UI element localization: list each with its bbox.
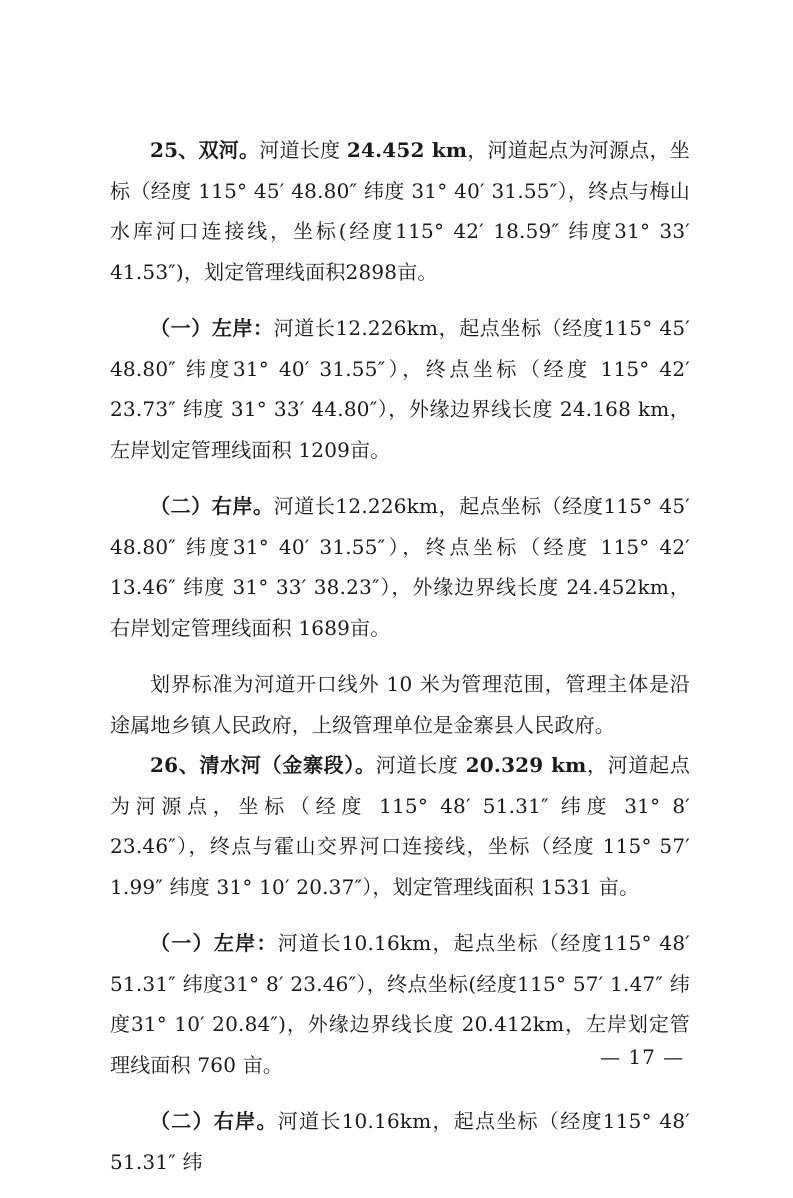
paragraph-heading: （二）右岸。 [150, 494, 274, 518]
paragraph-text: 划界标准为河道开口线外 10 米为管理范围，管理主体是沿途属地乡镇人民政府，上级管理单位是金寨县人民政府。 [110, 672, 690, 737]
page-number: — 17 — [600, 1045, 685, 1069]
paragraph-heading: 26、清水河（金寨段）。 [150, 753, 376, 777]
paragraph-heading: （二）右岸。 [150, 1109, 278, 1133]
paragraph-text: 河道长10.16km，起点坐标（经度115° 48′ 51.31″ 纬度31° 8′ 23.46″），终点坐标(经度115° 57′ 1.47″ 纬度31° 10′ 20.84″)，外缘边界线长度 20.412km，左岸划定管理线面积 760 亩。 [110, 931, 690, 1077]
paragraph-heading: （一）左岸： [150, 316, 274, 340]
paragraph-shuanghe-right-bank [110, 486, 690, 648]
paragraph-text: 河道长12.226km，起点坐标（经度115° 45′ 48.80″ 纬度31° 40′ 31.55″），终点坐标（经度 115° 42′ 23.73″ 纬度 31° 33′ 44.80″），外缘边界线长度 24.168 km，左岸划定管理线面积 1209亩。 [110, 316, 690, 462]
paragraph-text: 河道长10.16km，起点坐标（经度115° 48′ 51.31″ 纬 [110, 1109, 690, 1174]
paragraph-boundary-standard [110, 664, 690, 745]
paragraph-text: 河道长12.226km，起点坐标（经度115° 45′ 48.80″ 纬度31° 40′ 31.55″），终点坐标（经度 115° 42′ 13.46″ 纬度 31° 33′ 38.23″），外缘边界线长度 24.452km，右岸划定管理线面积 1689亩。 [110, 494, 690, 640]
paragraph-heading: （一）左岸： [150, 931, 278, 955]
paragraph-shuanghe [110, 130, 690, 292]
page-content [110, 130, 690, 1198]
paragraph-text: 河道长度 [375, 753, 466, 777]
paragraph-shuanghe-left-bank [110, 308, 690, 470]
paragraph-heading: 25、双河。 [150, 138, 260, 162]
paragraph-text: ，河道起点为河源点，坐标（经度 115° 45′ 48.80″ 纬度 31° 40′ 31.55″），终点与梅山水库河口连接线，坐标(经度115° 42′ 18.59″ 纬度31° 33′ 41.53″)，划定管理线面积2898亩。 [110, 138, 690, 284]
river-length-value: 20.329 km [465, 753, 587, 777]
paragraph-qingshuihe [110, 745, 690, 907]
river-length-value: 24.452 km [346, 138, 468, 162]
paragraph-text: 河道长度 [259, 138, 347, 162]
paragraph-qingshuihe-right-bank [110, 1101, 690, 1182]
paragraph-text: ，河道起点为河源点，坐标（经度 115° 48′ 51.31″ 纬度 31° 8′ 23.46″），终点与霍山交界河口连接线，坐标（经度 115° 57′ 1.99″ 纬度 31° 10′ 20.37″），划定管理线面积 1531 亩。 [110, 753, 691, 899]
